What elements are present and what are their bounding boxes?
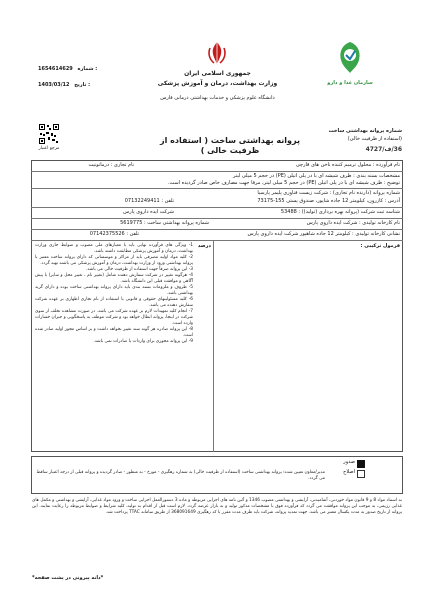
product-name: نام فرآورده : محلول ترمیم کننده ناخن های قارچی [295, 162, 400, 168]
conditions-list [35, 243, 193, 345]
legal-paragraph: به استناد مواد 8 و 9 قانون مواد خوردنی، آشامیدنی، آرایشی و بهداشتی مصوب 1346 و آئین نامه های اجرایی مربوطه و ماده 3 دستورالعمل اجرایی ساخت و ورود مواد غذایی، آرایشی و بهداشتی و مکمل های غذایی رژیمی، به موجب این پروانه موافقت می گردد که فرآورده فوق با مشخصات مذکور تولید و به بازار عرضه گردد. لازم است قبل از اقدام به تولید، کلیه شرایط و ضوابط مربوطه را رعایت نمایند. این پروانه از تاریخ صدور به مدت یکسال معتبر می باشد. جهت تمدید پروانه، شرکت باید ظرف مدت مقرر با کد رهگیری 368091649 از طریق سامانه TTAC پرداخت شد. [32, 498, 402, 515]
condition-item: 2- کلیه مواد اولیه مصرفی باید از مراکز و موسساتی که دارای پروانه ساخت معتبر یا پروانه بهداشتی ورود از وزارت بهداشت، درمان و آموزش پزشکی می باشند تهیه گردد. [35, 255, 193, 266]
condition-item: 5- ظروف و ملزومات بسته بندی باید دارای پروانه بهداشتی ساخت بوده و دارای گرید بهداشتی باشد. [35, 285, 193, 296]
checkbox-icon[interactable] [357, 470, 365, 478]
qr-code-icon[interactable] [38, 123, 60, 145]
checkbox-issue-label: صدور [343, 459, 355, 465]
row-divider [31, 240, 403, 241]
org-name: سازمان غذا و دارو [327, 80, 373, 86]
percent-label: درصد [197, 243, 211, 249]
checkbox-icon[interactable] [357, 460, 365, 468]
row-divider [31, 188, 403, 189]
row-divider [31, 218, 403, 219]
condition-item: 9- این پروانه مجوزی برای واردات یا صادرات نمی باشد. [93, 339, 193, 344]
national-emblem-icon [205, 40, 229, 68]
brand-name: نام تجاری : درماتونیت [88, 162, 134, 168]
number-label: شماره : [77, 66, 98, 72]
owner: شماره پروانه (دارنده نام تجاری) : شرکت زیست فناوری پلیمر پارسیا [257, 190, 400, 196]
number-row [38, 66, 108, 73]
producer-name: نام کارخانه تولیدی : شرکت ایده داروی پارس [306, 220, 400, 226]
column-divider [213, 240, 214, 452]
condition-item: 1- ویژگی های فرآورده نهایی باید با معیارهای ملی مصوب و ضوابط جاری وزارت بهداشت، درمان و آموزش پزشکی مطابقت داشته باشد. [35, 243, 193, 254]
producer-address: نشانی کارخانه تولیدی : کیلومتر 12 جاده شاهپور شرکت ایده داروی پارس [247, 231, 400, 237]
date-row [38, 82, 108, 89]
packaging-desc: توضیح : ظرف شیشه ای با در پلی اتیلن (PE) در حجم 5 میلی لیتر، مرقا جهت مصارف خاص صادر گردیده است. [167, 180, 400, 186]
checkbox-amend-label: اصلاح [343, 469, 355, 475]
qr-caption: مرجع اعتبار [38, 146, 60, 151]
condition-item: 7- انجام کلیه تمهیدات لازم بر عهده شرکت می باشد. در صورت مشاهده تخلف از سوی شرکت در اینجا، پروانه ابطال خواهد بود و شرکت موظف به پاسخگویی و جبران خسارات وارده است. [35, 309, 193, 326]
license-value: 36/ف/4727 [365, 146, 402, 153]
row-divider [31, 207, 403, 208]
packaging-spec: مشخصات بسته بندی : ظرف شیشه ای با در پلی اتیلن (PE) در حجم 5 میلی لیتر [232, 173, 400, 179]
ministry-line-2: وزارت بهداشت، درمان و آموزش پزشکی [157, 80, 278, 87]
condition-item: 6- کلیه مسئولیتهای حقوقی و قانونی با استفاده از نام تجاری اظهاری بر عهده شرکت سفارش دهنده می باشد. [35, 297, 193, 308]
producer-phone: تلفن : 07142375526 [89, 231, 139, 237]
condition-item: 4- هرگونه تغییر در شرکت سفارش دهنده شامل (تغییر نام ، تغییر محل و سایر) با پیش آگاهی و موافقت قبلی این دانشگاه باشد. [35, 273, 193, 284]
fda-logo-icon [336, 40, 364, 76]
condition-item: 8- این پروانه صادره هر گونه سند تغییر نخواهد داشت و بر اساس مجوز اولیه صادر شده است. [35, 327, 193, 338]
producer-license: شماره پروانه بهداشتی ساخت : 5619775 [120, 220, 209, 226]
condition-item: 3- این پروانه صرفاً جهت استفاده از ظرفیت خالی می باشد. [85, 267, 193, 272]
row-divider [31, 229, 403, 230]
legal-name: شرکت ایده داروی پارس [123, 209, 174, 215]
owner-address: آدرس : کازرون، کیلومتر 12 جاده شاپور، صندوق پستی 155-73175 [257, 198, 400, 204]
owner-phone: تلفن : 07132249411 [124, 198, 174, 204]
row-divider [31, 171, 403, 172]
number-value: 1654614629 [38, 66, 73, 72]
date-value: 1403/03/12 [38, 82, 70, 88]
ministry-line-1: جمهوری اسلامی ایران [184, 70, 251, 77]
legal-id: شناسه ثبت شرکت (پروانه بهره برداری (تولید)) : 53488 [280, 209, 400, 215]
date-label: تاریخ : [74, 82, 91, 88]
document-title: پروانه بهداشتی ساخت ( استفاده از ظرفیت خالی ) [160, 136, 300, 155]
formula-label: فرمول ترکیبی : [360, 243, 400, 249]
ministry-line-3: دانشگاه علوم پزشکی و خدمات بهداشتی درمانی فارس [160, 95, 275, 101]
amend-remark: مدیر/معاون تعیین شده؛ پروانه بهداشتی ساخت (استفاده از ظرفیت خالی) به شماره رهگیری - مورخ - به منظور - صادر گردیده و پروانه قبلی از درجه اعتبار ساقط می گردد. [36, 470, 325, 481]
license-label: شماره پروانه بهداشتی ساخت [328, 128, 402, 134]
license-sub: (استفاده از ظرفیت خالی) [347, 136, 402, 142]
verify-note: *دانه پیرونی در پشت صفحه* [32, 575, 104, 581]
